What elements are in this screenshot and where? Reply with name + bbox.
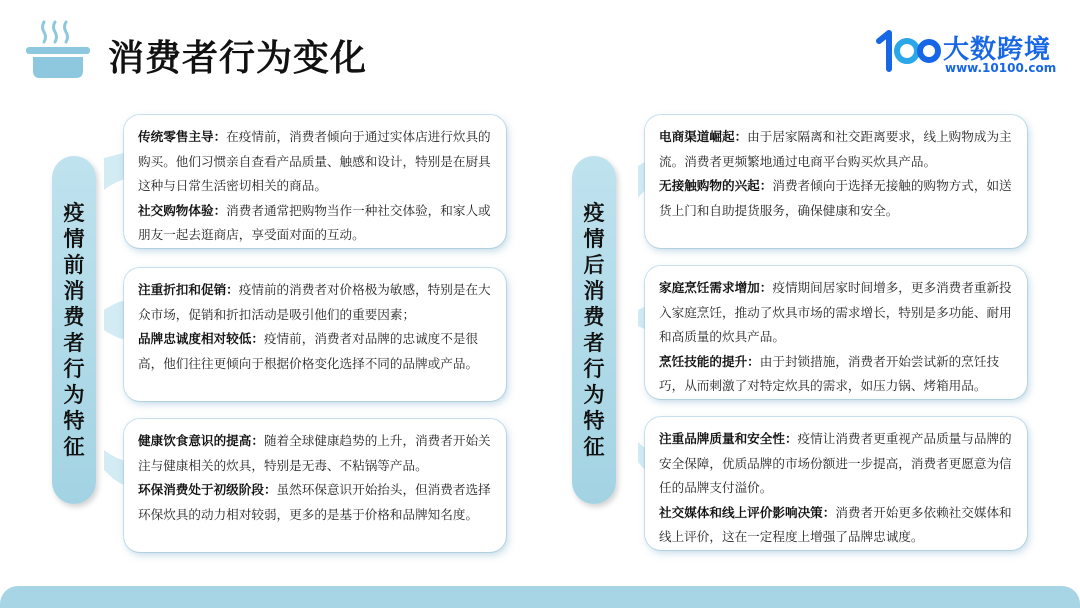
label-char: 情	[63, 227, 85, 251]
item-heading: 注重品牌质量和安全性：	[659, 431, 798, 446]
item-heading: 健康饮食意识的提高：	[138, 433, 264, 448]
logo-mark-icon	[873, 27, 941, 77]
item-heading: 烹饪技能的提升：	[659, 353, 760, 369]
item-heading: 社交购物体验：	[138, 202, 227, 218]
bullet-item	[138, 278, 492, 327]
bullet-item	[138, 125, 492, 199]
footer-band	[0, 586, 1080, 608]
label-char: 征	[63, 435, 85, 459]
label-char: 消	[63, 279, 85, 303]
label-char: 征	[583, 435, 605, 459]
left-card-3	[124, 419, 506, 552]
right-card-3	[645, 417, 1027, 550]
brand-logo	[873, 27, 1063, 79]
bullet-item	[659, 276, 1013, 350]
logo-url: www.10100.com	[945, 61, 1057, 75]
label-char: 者	[583, 331, 605, 355]
bullet-item	[659, 501, 1013, 550]
right-card-2	[645, 266, 1027, 399]
bullet-item	[659, 174, 1013, 223]
item-text: 疫情前的消费者对价格极为敏感，特别是在大众市场，促销和折扣活动是吸引他们的重要因素；	[138, 282, 491, 322]
bullet-item	[138, 199, 492, 248]
label-char: 特	[583, 409, 605, 433]
item-heading: 无接触购物的兴起：	[659, 178, 773, 193]
label-char: 后	[583, 253, 605, 277]
item-heading: 社交媒体和线上评价影响决策：	[659, 504, 836, 520]
item-heading: 家庭烹饪需求增加：	[659, 280, 773, 295]
logo-name: 大数跨境	[943, 35, 1052, 65]
label-char: 消	[583, 279, 605, 303]
label-char: 费	[583, 305, 605, 329]
item-text: 消费者倾向于选择无接触的购物方式，如送货上门和自助提货服务，确保健康和安全。	[659, 178, 1012, 218]
label-char: 情	[583, 227, 605, 251]
bullet-item	[659, 125, 1013, 174]
left-section-label	[52, 156, 96, 504]
label-char: 为	[583, 383, 605, 407]
page-title: 消费者行为变化	[108, 38, 368, 79]
item-heading: 环保消费处于初级阶段：	[138, 482, 277, 497]
label-char: 行	[63, 357, 85, 381]
item-text: 由于封锁措施，消费者开始尝试新的烹饪技巧，从而刺激了对特定炊具的需求，如压力锅、烤箱用品。	[659, 353, 1000, 393]
bullet-item	[138, 327, 492, 376]
item-heading: 传统零售主导：	[138, 129, 227, 144]
item-text: 随着全球健康趋势的上升，消费者开始关注与健康相关的炊具，特别是无毒、不粘锅等产品。	[138, 433, 491, 473]
item-heading: 品牌忠诚度相对较低：	[138, 331, 264, 346]
item-text: 疫情前，消费者对品牌的忠诚度不是很高，他们往往更倾向于根据价格变化选择不同的品牌或产品。	[138, 331, 479, 371]
item-text: 由于居家隔离和社交距离要求，线上购物成为主流。消费者更频繁地通过电商平台购买炊具产品。	[659, 129, 1012, 169]
item-heading: 注重折扣和促销：	[138, 282, 239, 297]
right-card-1	[645, 115, 1027, 248]
label-char: 特	[63, 409, 85, 433]
bullet-item	[138, 429, 492, 478]
item-text: 消费者开始更多依赖社交媒体和线上评价，这在一定程度上增强了品牌忠诚度。	[659, 504, 1012, 544]
bullet-item	[659, 427, 1013, 501]
item-text: 疫情让消费者更重视产品质量与品牌的安全保障，优质品牌的市场份额进一步提高，消费者更愿意为信任的品牌支付溢价。	[659, 431, 1012, 495]
bullet-item	[659, 350, 1013, 399]
right-section-label	[572, 156, 616, 504]
left-card-2	[124, 268, 506, 401]
label-char: 费	[63, 305, 85, 329]
item-heading: 电商渠道崛起：	[659, 129, 748, 144]
left-card-1	[124, 115, 506, 248]
item-text: 在疫情前，消费者倾向于通过实体店进行炊具的购买。他们习惯亲自查看产品质量、触感和设计，特别是在厨具这种与日常生活密切相关的商品。	[138, 129, 491, 193]
label-char: 为	[63, 383, 85, 407]
cooking-pot-icon	[22, 18, 94, 80]
label-char: 前	[63, 253, 85, 277]
item-text: 消费者通常把购物当作一种社交体验，和家人或朋友一起去逛商店，享受面对面的互动。	[138, 202, 491, 242]
item-text: 疫情期间居家时间增多，更多消费者重新投入家庭烹饪，推动了炊具市场的需求增长，特别是多功能、耐用和高质量的炊具产品。	[659, 280, 1012, 344]
label-char: 者	[63, 331, 85, 355]
label-char: 行	[583, 357, 605, 381]
label-char: 疫	[63, 201, 85, 225]
label-char: 疫	[583, 201, 605, 225]
bullet-item	[138, 478, 492, 527]
item-text: 虽然环保意识开始抬头，但消费者选择环保炊具的动力相对较弱，更多的是基于价格和品牌知名度。	[138, 482, 491, 522]
